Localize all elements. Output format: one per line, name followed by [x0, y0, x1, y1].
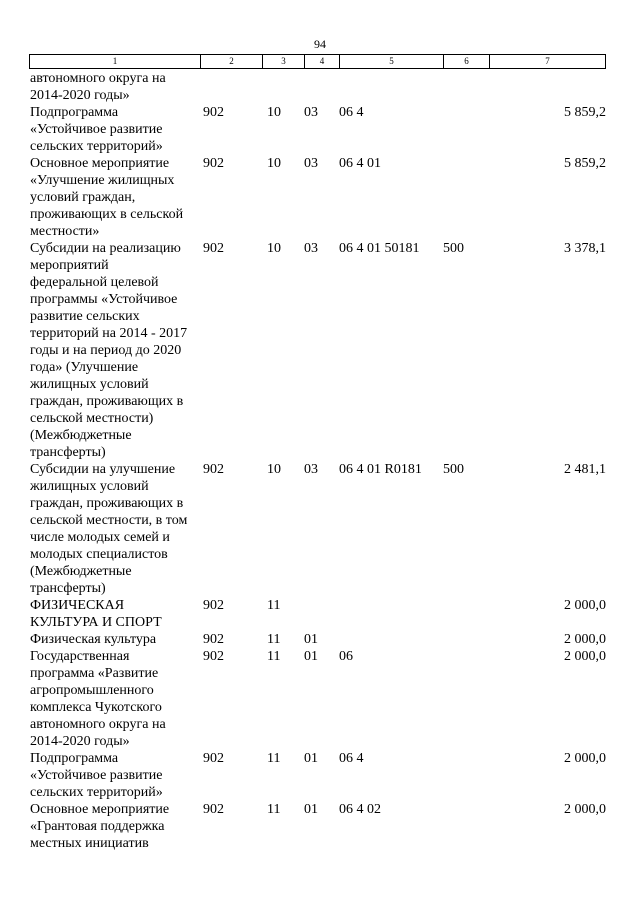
row-name-line: программа «Развитие	[30, 666, 159, 681]
row-name-line: Подпрограмма	[30, 105, 119, 120]
row-name-line: агропромышленного	[30, 683, 154, 698]
row-target-article: 06 4 01	[339, 156, 381, 171]
row-name-line: «Устойчивое развитие	[30, 768, 163, 783]
row-name-line: программы «Устойчивое	[30, 292, 178, 307]
row-name-line: Субсидии на реализацию	[30, 241, 181, 256]
row-name	[29, 631, 200, 648]
row-name-line: сельских территорий»	[30, 139, 163, 154]
row-section-code: 10	[267, 156, 281, 171]
row-amount: 2 000,0	[564, 598, 606, 613]
row-name-line: автономного округа на	[30, 717, 166, 732]
header-col-2: 2	[201, 55, 263, 68]
row-name-line: Основное мероприятие	[30, 156, 170, 171]
header-col-7: 7	[545, 56, 550, 66]
row-name-line: молодых специалистов	[30, 547, 168, 562]
row-target-article: 06 4 02	[339, 802, 381, 817]
row-name-line: года» (Улучшение	[30, 360, 139, 375]
row-name	[29, 240, 200, 461]
row-name-line: сельской местности)	[30, 411, 154, 426]
row-name	[29, 750, 200, 801]
row-target-article: 06 4	[339, 751, 364, 766]
table-row	[29, 597, 609, 631]
row-expense-type: 500	[443, 241, 464, 256]
row-subsection-code: 01	[304, 632, 318, 647]
row-name	[29, 155, 200, 240]
row-section-code: 11	[267, 632, 281, 647]
row-expense-type	[443, 750, 489, 801]
row-amount: 5 859,2	[564, 156, 606, 171]
row-name-line: жилищных условий	[30, 377, 149, 392]
row-name-line: 2014-2020 годы»	[30, 88, 130, 103]
row-subsection-code: 01	[304, 751, 318, 766]
header-col-1: 1	[30, 55, 201, 68]
row-name-line: условий граждан,	[30, 190, 136, 205]
row-target-article: 06	[339, 649, 353, 664]
table-row	[29, 70, 609, 104]
row-amount: 3 378,1	[564, 241, 606, 256]
row-subsection-code: 03	[304, 241, 318, 256]
row-name-line: территорий на 2014 - 2017	[30, 326, 188, 341]
row-expense-type: 500	[443, 462, 464, 477]
row-section-code	[262, 70, 304, 104]
row-subsection-code: 03	[304, 462, 318, 477]
row-expense-type	[443, 801, 489, 852]
row-name-line: местности»	[30, 224, 100, 239]
row-name-line: КУЛЬТУРА И СПОРТ	[30, 615, 162, 630]
page-number: 94	[314, 37, 326, 51]
row-ved-code: 902	[203, 241, 224, 256]
row-name-line: трансферты)	[30, 445, 106, 460]
row-subsection-code: 01	[304, 802, 318, 817]
row-amount: 2 000,0	[564, 751, 606, 766]
budget-table-body	[29, 70, 609, 852]
row-name-line: Физическая культура	[30, 632, 157, 647]
row-amount: 5 859,2	[564, 105, 606, 120]
row-ved-code: 902	[203, 156, 224, 171]
row-subsection-code: 01	[304, 649, 318, 664]
row-target-article: 06 4 01 50181	[339, 241, 420, 256]
row-section-code: 10	[267, 462, 281, 477]
row-subsection-code	[304, 597, 339, 631]
header-col-3: 3	[263, 55, 305, 68]
row-amount: 2 000,0	[564, 649, 606, 664]
row-name-line: проживающих в сельской	[30, 207, 184, 222]
table-header-row	[29, 54, 606, 69]
table-row	[29, 104, 609, 155]
row-ved-code: 902	[203, 598, 224, 613]
row-expense-type	[443, 648, 489, 750]
row-expense-type	[443, 597, 489, 631]
table-row	[29, 240, 609, 461]
row-name-line: граждан, проживающих в	[30, 394, 184, 409]
row-ved-code: 902	[203, 105, 224, 120]
row-name-line: местных инициатив	[30, 836, 149, 851]
row-name	[29, 597, 200, 631]
row-amount	[489, 70, 609, 104]
row-name-line: комплекса Чукотского	[30, 700, 162, 715]
row-ved-code: 902	[203, 751, 224, 766]
row-ved-code	[200, 70, 262, 104]
row-subsection-code: 03	[304, 105, 318, 120]
row-name-line: Подпрограмма	[30, 751, 119, 766]
row-name-line: развитие сельских	[30, 309, 140, 324]
row-amount: 2 481,1	[564, 462, 606, 477]
row-name-line: (Межбюджетные	[30, 564, 132, 579]
table-row	[29, 648, 609, 750]
row-section-code: 11	[267, 598, 281, 613]
row-name	[29, 801, 200, 852]
row-name-line: жилищных условий	[30, 479, 149, 494]
table-row	[29, 155, 609, 240]
row-name-line: 2014-2020 годы»	[30, 734, 130, 749]
row-section-code: 11	[267, 802, 281, 817]
row-expense-type	[443, 70, 489, 104]
row-amount: 2 000,0	[564, 632, 606, 647]
row-name-line: сельской местности, в том	[30, 513, 188, 528]
row-name	[29, 104, 200, 155]
row-ved-code: 902	[203, 462, 224, 477]
row-amount: 2 000,0	[564, 802, 606, 817]
row-name-line: ФИЗИЧЕСКАЯ	[30, 598, 125, 613]
header-col-6: 6	[444, 55, 490, 68]
row-name-line: годы и на период до 2020	[30, 343, 182, 358]
row-name-line: «Грантовая поддержка	[30, 819, 165, 834]
table-row	[29, 631, 609, 648]
row-section-code: 11	[267, 649, 281, 664]
row-expense-type	[443, 631, 489, 648]
row-target-article	[339, 70, 443, 104]
row-ved-code: 902	[203, 802, 224, 817]
row-ved-code: 902	[203, 649, 224, 664]
row-name-line: мероприятий	[30, 258, 109, 273]
row-name-line: числе молодых семей и	[30, 530, 170, 545]
row-name-line: федеральной целевой	[30, 275, 159, 290]
row-section-code: 10	[267, 105, 281, 120]
row-name-line: трансферты)	[30, 581, 106, 596]
row-name-line: (Межбюджетные	[30, 428, 132, 443]
row-name-line: «Улучшение жилищных	[30, 173, 175, 188]
row-target-article	[339, 597, 443, 631]
header-col-5: 5	[340, 55, 444, 68]
row-name-line: автономного округа на	[30, 71, 166, 86]
row-name	[29, 461, 200, 597]
row-subsection-code	[304, 70, 339, 104]
row-section-code: 11	[267, 751, 281, 766]
row-name-line: Государственная	[30, 649, 130, 664]
row-expense-type	[443, 155, 489, 240]
row-section-code: 10	[267, 241, 281, 256]
row-ved-code: 902	[203, 632, 224, 647]
row-name-line: граждан, проживающих в	[30, 496, 184, 511]
row-subsection-code: 03	[304, 156, 318, 171]
table-row	[29, 461, 609, 597]
table-row	[29, 801, 609, 852]
header-col-4: 4	[305, 55, 340, 68]
row-name-line: Субсидии на улучшение	[30, 462, 176, 477]
row-name	[29, 70, 200, 104]
row-name-line: «Устойчивое развитие	[30, 122, 163, 137]
row-target-article: 06 4 01 R0181	[339, 462, 422, 477]
row-expense-type	[443, 104, 489, 155]
row-name-line: Основное мероприятие	[30, 802, 170, 817]
row-target-article	[339, 631, 443, 648]
row-name	[29, 648, 200, 750]
table-row	[29, 750, 609, 801]
row-target-article: 06 4	[339, 105, 364, 120]
row-name-line: сельских территорий»	[30, 785, 163, 800]
